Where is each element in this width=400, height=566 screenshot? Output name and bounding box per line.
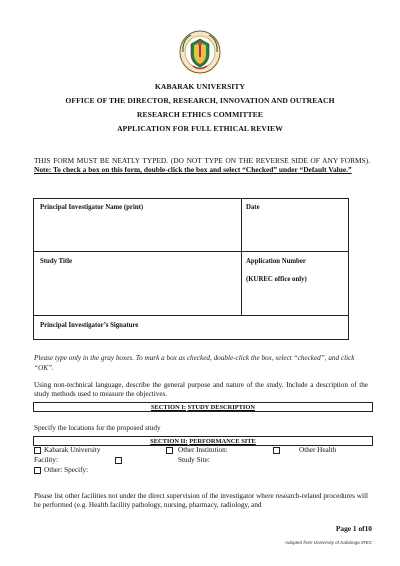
other-specify-checkbox[interactable]: [34, 467, 41, 474]
typing-instructions: [34, 156, 370, 174]
section-1-title: STUDY DESCRIPTION: [187, 404, 255, 411]
other-health-label: Other Health: [299, 446, 337, 454]
investigator-info-table: [33, 198, 349, 340]
section-study-description: [33, 402, 373, 412]
study-title-label: Study Title: [40, 258, 73, 265]
office-title: OFFICE OF THE DIRECTOR, RESEARCH, INNOVATION AND OUTREACH: [65, 96, 335, 105]
section-2-title: PERFORMANCE SITE: [189, 438, 256, 445]
kurec-office-only-label: (KUREC office only): [246, 276, 307, 283]
pi-name-label: Principal Investigator Name (print): [40, 204, 144, 211]
facility-checkbox[interactable]: [115, 457, 122, 464]
kabarak-university-label: Kabarak University: [44, 446, 101, 454]
application-number-label: Application Number: [246, 258, 306, 265]
adapted-from-note: Adapted from University of Kabianga IREC: [284, 540, 372, 545]
other-specify-label: Other: Specify:: [44, 466, 89, 474]
page-number: Page 1 of10: [335, 524, 372, 533]
other-institution-checkbox[interactable]: [166, 447, 173, 454]
university-seal-logo: [179, 30, 221, 74]
kabarak-university-checkbox[interactable]: [34, 447, 41, 454]
university-name: KABARAK UNIVERSITY: [154, 82, 246, 91]
section-2-number: SECTION II:: [150, 438, 188, 445]
committee-title: RESEARCH ETHICS COMMITTEE: [136, 110, 264, 119]
facility-label: Facility:: [34, 456, 58, 464]
locations-prompt: Specify the locations for the proposed study: [34, 424, 161, 432]
study-purpose-prompt: Using non-technical language, describe the general purpose and nature of the study. Include a description of the study methods used to measure the objectives.: [34, 381, 368, 398]
other-institution-label: Other Institution:: [178, 446, 228, 454]
checkbox-note: Note: To check a box on this form, double-click the box and select “Checked” under “Default Value.”: [34, 165, 352, 174]
other-facilities-prompt: Please list other facilities not under the direct supervision of the investigator where research-related procedures will be performed (e.g. Health facility pathology, nursing, pharmacy, radiology, and: [34, 492, 368, 509]
application-title: APPLICATION FOR FULL ETHICAL REVIEW: [117, 124, 283, 133]
typing-warning: THIS FORM MUST BE NEATLY TYPED. (DO NOT TYPE ON THE REVERSE SIDE OF ANY FORMS).: [34, 156, 370, 165]
date-label: Date: [246, 204, 260, 211]
section-1-number: SECTION I:: [150, 404, 186, 411]
study-site-label: Study Site:: [178, 456, 210, 464]
section-performance-site: [33, 436, 373, 446]
pi-signature-label: Principal Investigator’s Signature: [40, 322, 139, 329]
other-health-checkbox[interactable]: [273, 447, 280, 454]
gray-box-instructions: Please type only in the gray boxes. To mark a box as checked, double-click the box, select “checked”, and click “OK”.: [34, 354, 355, 372]
